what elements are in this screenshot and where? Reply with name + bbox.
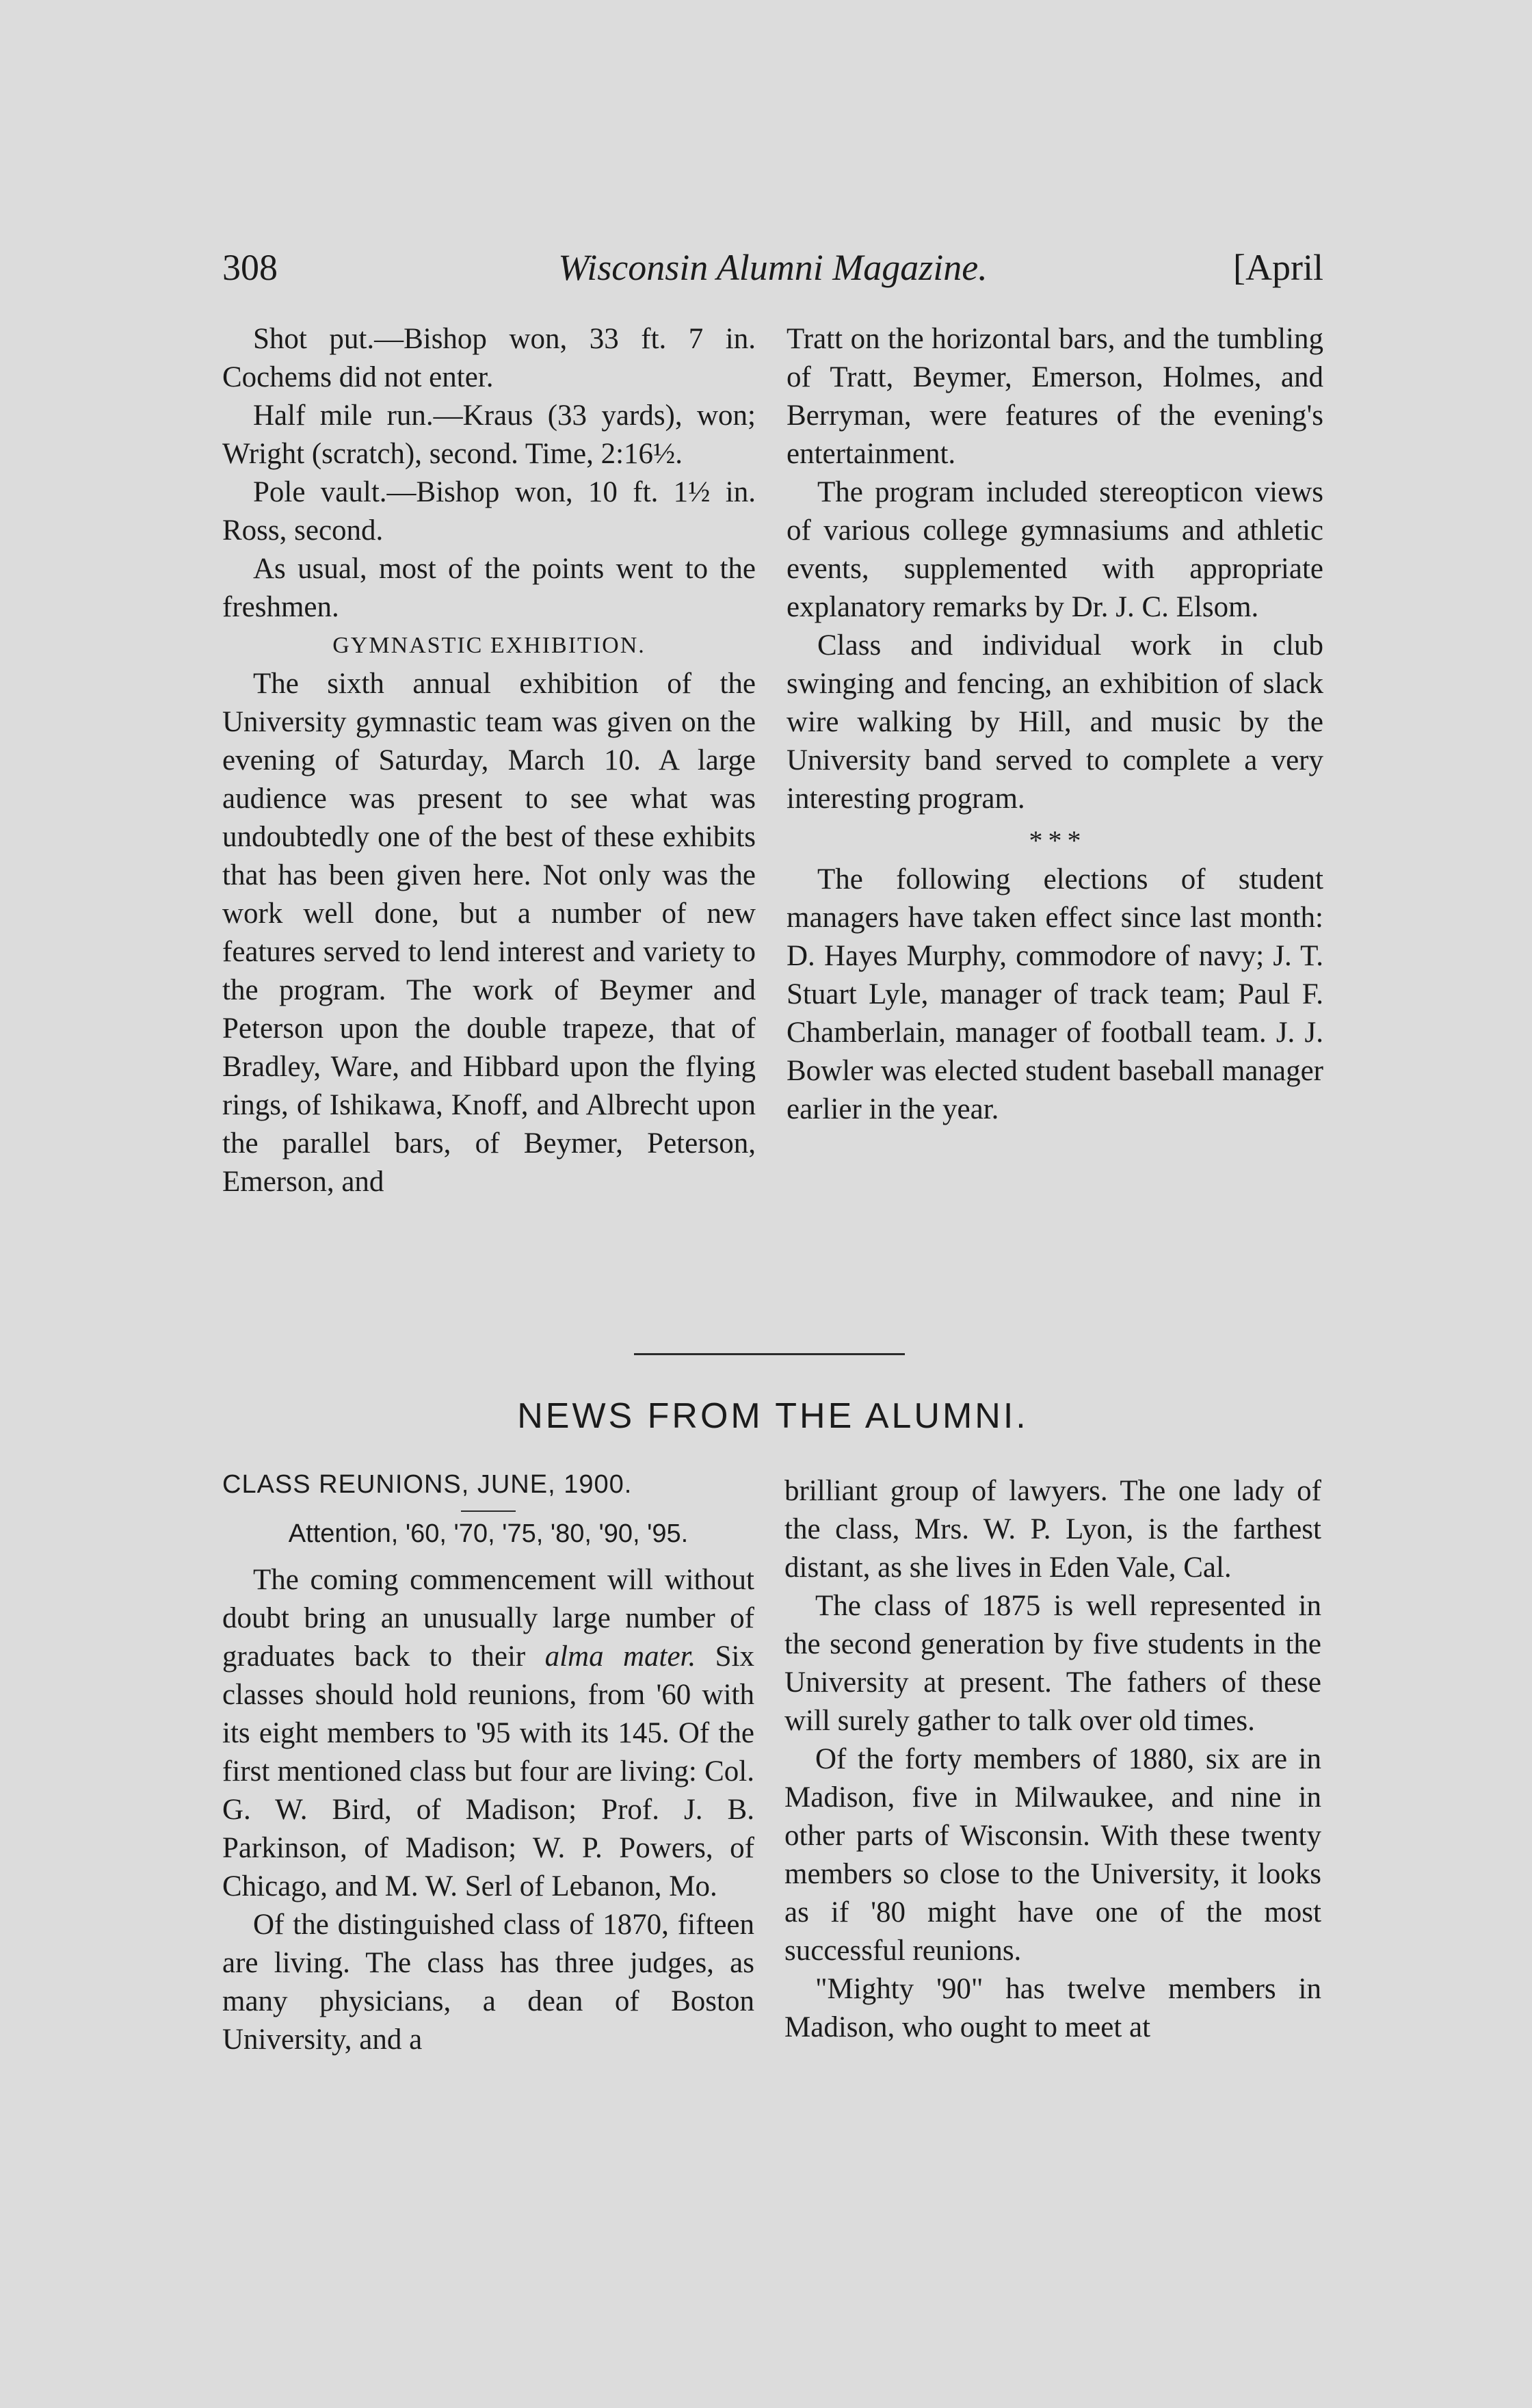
short-rule (461, 1510, 516, 1512)
paragraph-elections: The following elections of student managers have taken effect since last month: D. Hayes Murphy, commodore of navy; J. T. Stuart Lyle, manager of track team; Paul F. Chamberlain, manager of football team. J. J. Bowler was elected student baseball manager earlier in the year. (787, 863, 1323, 1125)
paragraph-exhibition: The sixth annual exhibition of the University gymnastic team was given on the evening of Saturday, March 10. A large audience was present to see what was undoubtedly one of the best of these exhibits that has been given here. Not only was the work well done, but a number of new features served to lend interest and variety to the program. The work of Beymer and Peterson upon the double trapeze, that of Bradley, Ware, and Hibbard upon the flying rings, of Ishikawa, Knoff, and Albrecht upon the parallel bars, of Beymer, Peterson, Emerson, and (222, 668, 756, 1198)
column-left-bottom (222, 1465, 754, 2059)
paragraph-points: As usual, most of the points went to the freshmen. (222, 553, 756, 623)
commencement-text-a: The coming commencement will without doubt bring an unusually large number of graduates back to their (222, 1564, 754, 1673)
paragraph-tratt: Tratt on the horizontal bars, and the tumbling of Tratt, Beymer, Emerson, Holmes, and Berryman, were features of the evening's entertainment. (787, 323, 1323, 470)
paragraph-class-1870: Of the distinguished class of 1870, fifteen are living. The class has three judges, as many physicians, a dean of Boston University, and a (222, 1909, 754, 2056)
paragraph-mighty-90: "Mighty '90" has twelve members in Madison, who ought to meet at (784, 1973, 1321, 2043)
column-right-bottom (784, 1472, 1321, 2047)
page-number: 308 (222, 247, 278, 288)
column-right-top (787, 320, 1323, 1129)
page-header (222, 246, 1323, 294)
paragraph-class-1880: Of the forty members of 1880, six are in Madison, five in Milwaukee, and nine in other parts of Wisconsin. With these twenty members so close to the University, it looks as if '80 might have one of the most successful reunions. (784, 1743, 1321, 1967)
attention-line: Attention, '60, '70, '75, '80, '90, '95. (288, 1519, 689, 1548)
class-reunions-heading: CLASS REUNIONS, JUNE, 1900. (222, 1470, 633, 1499)
alma-mater-italic: alma mater. (544, 1640, 696, 1673)
paragraph-program: The program included stereopticon views of various college gymnasiums and athletic events, supplemented with appropriate explanatory remarks by Dr. J. C. Elsom. (787, 476, 1323, 623)
column-left-top (222, 320, 756, 1201)
asterism-divider: * * * (1029, 825, 1081, 856)
paragraph-commencement (222, 1561, 754, 1906)
paragraph-lawyers: brilliant group of lawyers. The one lady of the class, Mrs. W. P. Lyon, is the farthest distant, as she lives in Eden Vale, Cal. (784, 1475, 1321, 1584)
commencement-text-b: Six classes should hold reunions, from '60 with its eight members to '95 with its 145. Of the first mentioned class but four are living: Col. G. W. Bird, of Madison; Prof. J. B. Parkinson, of Madison; W. P. Powers, of Chicago, and M. W. Serl of Lebanon, Mo. (222, 1640, 754, 1902)
paragraph-class-1875: The class of 1875 is well represented in the second generation by five students in the University at present. The fathers of these will surely gather to talk over old times. (784, 1590, 1321, 1737)
section-title: NEWS FROM THE ALUMNI. (517, 1396, 1029, 1436)
section-rule (634, 1353, 905, 1355)
issue-month: [April (1233, 247, 1323, 288)
subhead-gymnastic-exhibition: GYMNASTIC EXHIBITION. (332, 633, 646, 658)
magazine-title: Wisconsin Alumni Magazine. (558, 247, 988, 288)
paragraph-pole-vault: Pole vault.—Bishop won, 10 ft. 1½ in. Ross, second. (222, 476, 756, 547)
paragraph-half-mile: Half mile run.—Kraus (33 yards), won; Wright (scratch), second. Time, 2:16½. (222, 400, 756, 470)
paragraph-class-work: Class and individual work in club swinging and fencing, an exhibition of slack wire walking by Hill, and music by the University band served to complete a very interesting program. (787, 629, 1323, 815)
paragraph-shot-put: Shot put.—Bishop won, 33 ft. 7 in. Cochems did not enter. (222, 323, 756, 393)
